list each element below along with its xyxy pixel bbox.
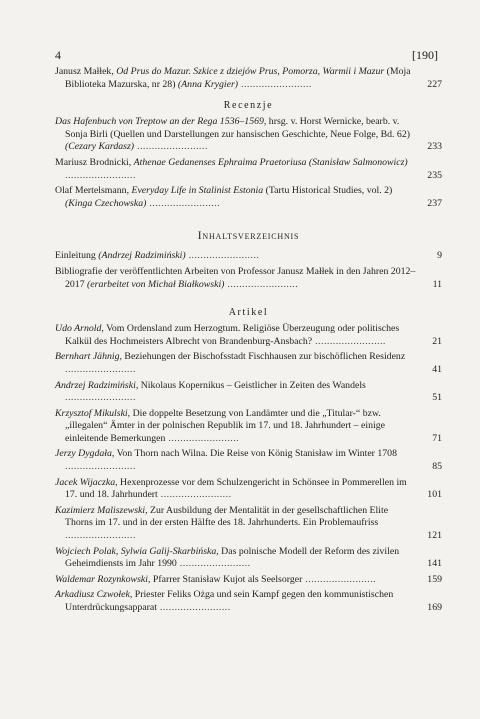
leader-dots: ........................ bbox=[185, 250, 260, 262]
entry-page: 237 bbox=[427, 197, 442, 209]
entry-title: Vom Ordensland zum Herzogtum. Religiöse Überzeugung oder politisches Kalkül des Hochmeisters Albrecht von Brandenburg-Ansbach? bbox=[65, 323, 400, 347]
entry-details: (Moja Biblioteka Mazurska, nr 28) bbox=[65, 66, 411, 90]
toc-entry bbox=[55, 266, 442, 291]
leader-dots: ........................ bbox=[65, 530, 136, 542]
entry-author: Olaf Mertelsmann bbox=[55, 185, 127, 197]
inhalt-list bbox=[55, 250, 442, 291]
toc-entry: Krzysztof Mikulski, Die doppelte Besetzung von Landämter und die „Titular-“ bzw. „illegalen“ Ämter in der polnischen Republik im 17. und 18. Jahrhundert – einige einleitende Bemerkungen ........................ 71 bbox=[55, 407, 442, 444]
entry-title: Hexenprozesse vor dem Schulzengericht in Schönsee in Pommerellen im 17. und 18. Jahrhundert bbox=[65, 476, 407, 501]
entry-page: 159 bbox=[427, 573, 442, 585]
entry-author: Janusz Małłek bbox=[55, 66, 112, 77]
entry-title: Das Hafenbuch von Treptow an der Rega 1536–1569 bbox=[55, 116, 264, 128]
toc-entry: Mariusz Brodnicki, Athenae Gedanenses Ephraima Praetoriusa (Stanisław Salmonowicz) ........................ 235 bbox=[55, 156, 442, 181]
leader-dots: ........................ bbox=[65, 363, 136, 375]
entry-author: Jerzy Dygdała bbox=[55, 448, 112, 460]
entry-title: Od Prus do Mazur. Szkice z dziejów Prus, Pomorza, Warmii i Mazur bbox=[116, 66, 385, 77]
toc-entry bbox=[55, 116, 442, 154]
entry-author: Waldemar Rozynkowski bbox=[55, 573, 148, 585]
entry-author: Krzysztof Mikulski bbox=[55, 407, 128, 419]
entry-author: Bernhart Jähnig bbox=[55, 351, 120, 363]
toc-entry: Olaf Mertelsmann, Everyday Life in Stalinist Estonia (Tartu Historical Studies, vol. 2) (Kinga Czechowska) ........................ 237 bbox=[55, 185, 442, 209]
entry-page: 235 bbox=[427, 169, 442, 181]
entry-details: (Tartu Historical Studies, vol. 2) bbox=[263, 185, 393, 197]
leader-dots: ........................ bbox=[157, 489, 232, 501]
artikel-heading: Artikel bbox=[228, 307, 269, 319]
leader-dots: ........................ bbox=[134, 141, 208, 153]
entry-reviewer: (Cezary Kardasz) bbox=[65, 141, 135, 153]
entry-page: 41 bbox=[432, 363, 442, 375]
entry-reviewer: (Kinga Czechowska) bbox=[65, 197, 147, 209]
entry-reviewer: (Anna Krygier) bbox=[177, 78, 239, 90]
leader-dots: ........................ bbox=[238, 78, 312, 90]
toc-entry: Jacek Wijaczka, Hexenprozesse vor dem Schulzengericht in Schönsee in Pommerellen im 17. und 18. Jahrhundert ........................ 101 bbox=[55, 476, 442, 501]
entry-reviewer: (Stanisław Salmonowicz) bbox=[308, 156, 408, 168]
entry-title: Priester Feliks Ożga und sein Kampf gegen den kommunistischen Unterdrückungsapparat bbox=[65, 589, 394, 613]
entry-title: Pfarrer Stanisław Kujot als Seelsorger bbox=[152, 573, 303, 585]
entry-editor: (erarbeitet von Michał Białkowski) bbox=[87, 278, 225, 290]
entry-author: Mariusz Brodnicki bbox=[55, 156, 129, 168]
continued-reviews bbox=[55, 66, 442, 91]
entry-title: Die doppelte Besetzung von Landämter und die „Titular-“ bzw. „illegalen“ Ämter in der polnischen Republik im 17. und 18. Jahrhundert – einige einleitende Bemerkungen bbox=[65, 407, 385, 444]
entry-page: 51 bbox=[432, 392, 442, 404]
entry-page: 227 bbox=[427, 78, 442, 90]
entry-title: Nikolaus Kopernikus – Geistlicher in Zeiten des Wandels bbox=[140, 379, 366, 391]
entry-page: 71 bbox=[432, 432, 442, 444]
entry-author: Kazimierz Maliszewski bbox=[55, 504, 146, 516]
entry-title: Einleitung bbox=[55, 250, 99, 262]
recenzje-list bbox=[55, 116, 442, 210]
leader-dots: ........................ bbox=[146, 197, 221, 209]
toc-entry: Waldemar Rozynkowski, Pfarrer Stanisław Kujot als Seelsorger ........................ 159 bbox=[55, 573, 442, 585]
entry-title: Zur Ausbildung der Mentalität in der gesellschaftlichen Elite Thorns im 17. und in der ersten Hälfte des 18. Jahrhunderts. Ein Problemaufriss bbox=[65, 504, 389, 529]
entry-author: Udo Arnold bbox=[55, 323, 102, 335]
entry-author: Wojciech Polak, Sylwia Galij-Skarbińska bbox=[55, 545, 217, 557]
leader-dots: ........................ bbox=[312, 335, 386, 347]
page-number: 4 bbox=[55, 48, 61, 62]
entry-title: Von Thorn nach Wilna. Die Reise von König Stanisław im Winter 1708 bbox=[116, 448, 397, 460]
entry-author: Arkadiusz Czwołek bbox=[55, 589, 130, 601]
entry-title: Beziehungen der Bischofsstadt Fischhausen zur bischöflichen Residenz bbox=[124, 351, 406, 363]
entry-page: 11 bbox=[432, 278, 442, 290]
entry-page: 233 bbox=[427, 141, 442, 153]
leader-dots: ........................ bbox=[165, 432, 240, 444]
entry-title: Das polnische Modell der Reform des zivilen Geheimdiensts im Jahr 1990 bbox=[65, 545, 400, 570]
leader-dots: ........................ bbox=[156, 602, 231, 613]
recenzje-heading: Recenzje bbox=[223, 100, 274, 112]
entry-page: 121 bbox=[427, 530, 442, 542]
leader-dots: ........................ bbox=[65, 461, 136, 473]
entry-author: Andrzej Radzimiński bbox=[55, 379, 136, 391]
toc-entry: Jerzy Dygdała, Von Thorn nach Wilna. Die Reise von König Stanisław im Winter 1708 ........................ 85 bbox=[55, 448, 442, 473]
leader-dots: ........................ bbox=[302, 573, 377, 585]
entry-editor: (Andrzej Radzimiński) bbox=[98, 250, 186, 262]
toc-entry: Kazimierz Maliszewski, Zur Ausbildung der Mentalität in der gesellschaftlichen Elite Thorns im 17. und in der ersten Hälfte des 18. Jahrhunderts. Ein Problemaufriss ........................ 121 bbox=[55, 504, 442, 542]
toc-entry: Andrzej Radzimiński, Nikolaus Kopernikus – Geistlicher in Zeiten des Wandels ........................ 51 bbox=[55, 379, 442, 404]
bracket-number: [190] bbox=[412, 48, 438, 62]
leader-dots: ........................ bbox=[65, 392, 136, 404]
artikel-list bbox=[55, 323, 442, 614]
entry-page: 9 bbox=[437, 250, 442, 262]
entry-title: Athenae Gedanenses Ephraima Praetoriusa bbox=[133, 156, 307, 168]
entry-page: 101 bbox=[427, 489, 442, 501]
toc-entry: Wojciech Polak, Sylwia Galij-Skarbińska, Das polnische Modell der Reform des zivilen Geheimdiensts im Jahr 1990 ........................ 141 bbox=[55, 545, 442, 570]
toc-entry: Janusz Małłek, Od Prus do Mazur. Szkice z dziejów Prus, Pomorza, Warmii i Mazur (Moja Biblioteka Mazurska, nr 28) (Anna Krygier) ........................ 227 bbox=[55, 66, 442, 90]
entry-author: Jacek Wijaczka bbox=[55, 476, 116, 488]
entry-page: 85 bbox=[432, 461, 442, 473]
inhaltsverzeichnis-heading: Inhaltsverzeichnis bbox=[197, 230, 300, 243]
entry-details: , hrsg. v. Horst Wernicke, bearb. v. Sonja Birli (Quellen und Darstellungen zur hansischen Geschichte, Neue Folge, Bd. 62) bbox=[65, 116, 410, 140]
toc-entry: Udo Arnold, Vom Ordensland zum Herzogtum. Religiöse Überzeugung oder politisches Kalkül des Hochmeisters Albrecht von Brandenburg-Ansbach? ........................ 21 bbox=[55, 323, 442, 347]
table-of-contents bbox=[55, 66, 442, 618]
toc-entry: Arkadiusz Czwołek, Priester Feliks Ożga und sein Kampf gegen den kommunistischen Unterdrückungsapparat ........................ 169 bbox=[55, 589, 442, 613]
entry-page: 141 bbox=[427, 558, 442, 570]
entry-title: Bibliografie der veröffentlichten Arbeiten von Professor Janusz Małłek in den Jahren 2012–2017 bbox=[55, 265, 416, 290]
toc-entry bbox=[55, 250, 442, 263]
toc-entry: Bernhart Jähnig, Beziehungen der Bischofsstadt Fischhausen zur bischöflichen Residenz ........................ 41 bbox=[55, 351, 442, 375]
entry-title: Everyday Life in Stalinist Estonia bbox=[131, 185, 264, 197]
entry-page: 169 bbox=[427, 602, 442, 613]
leader-dots: ........................ bbox=[176, 558, 251, 570]
entry-page: 21 bbox=[432, 335, 442, 347]
leader-dots: ........................ bbox=[65, 169, 136, 181]
leader-dots: ........................ bbox=[224, 278, 299, 290]
